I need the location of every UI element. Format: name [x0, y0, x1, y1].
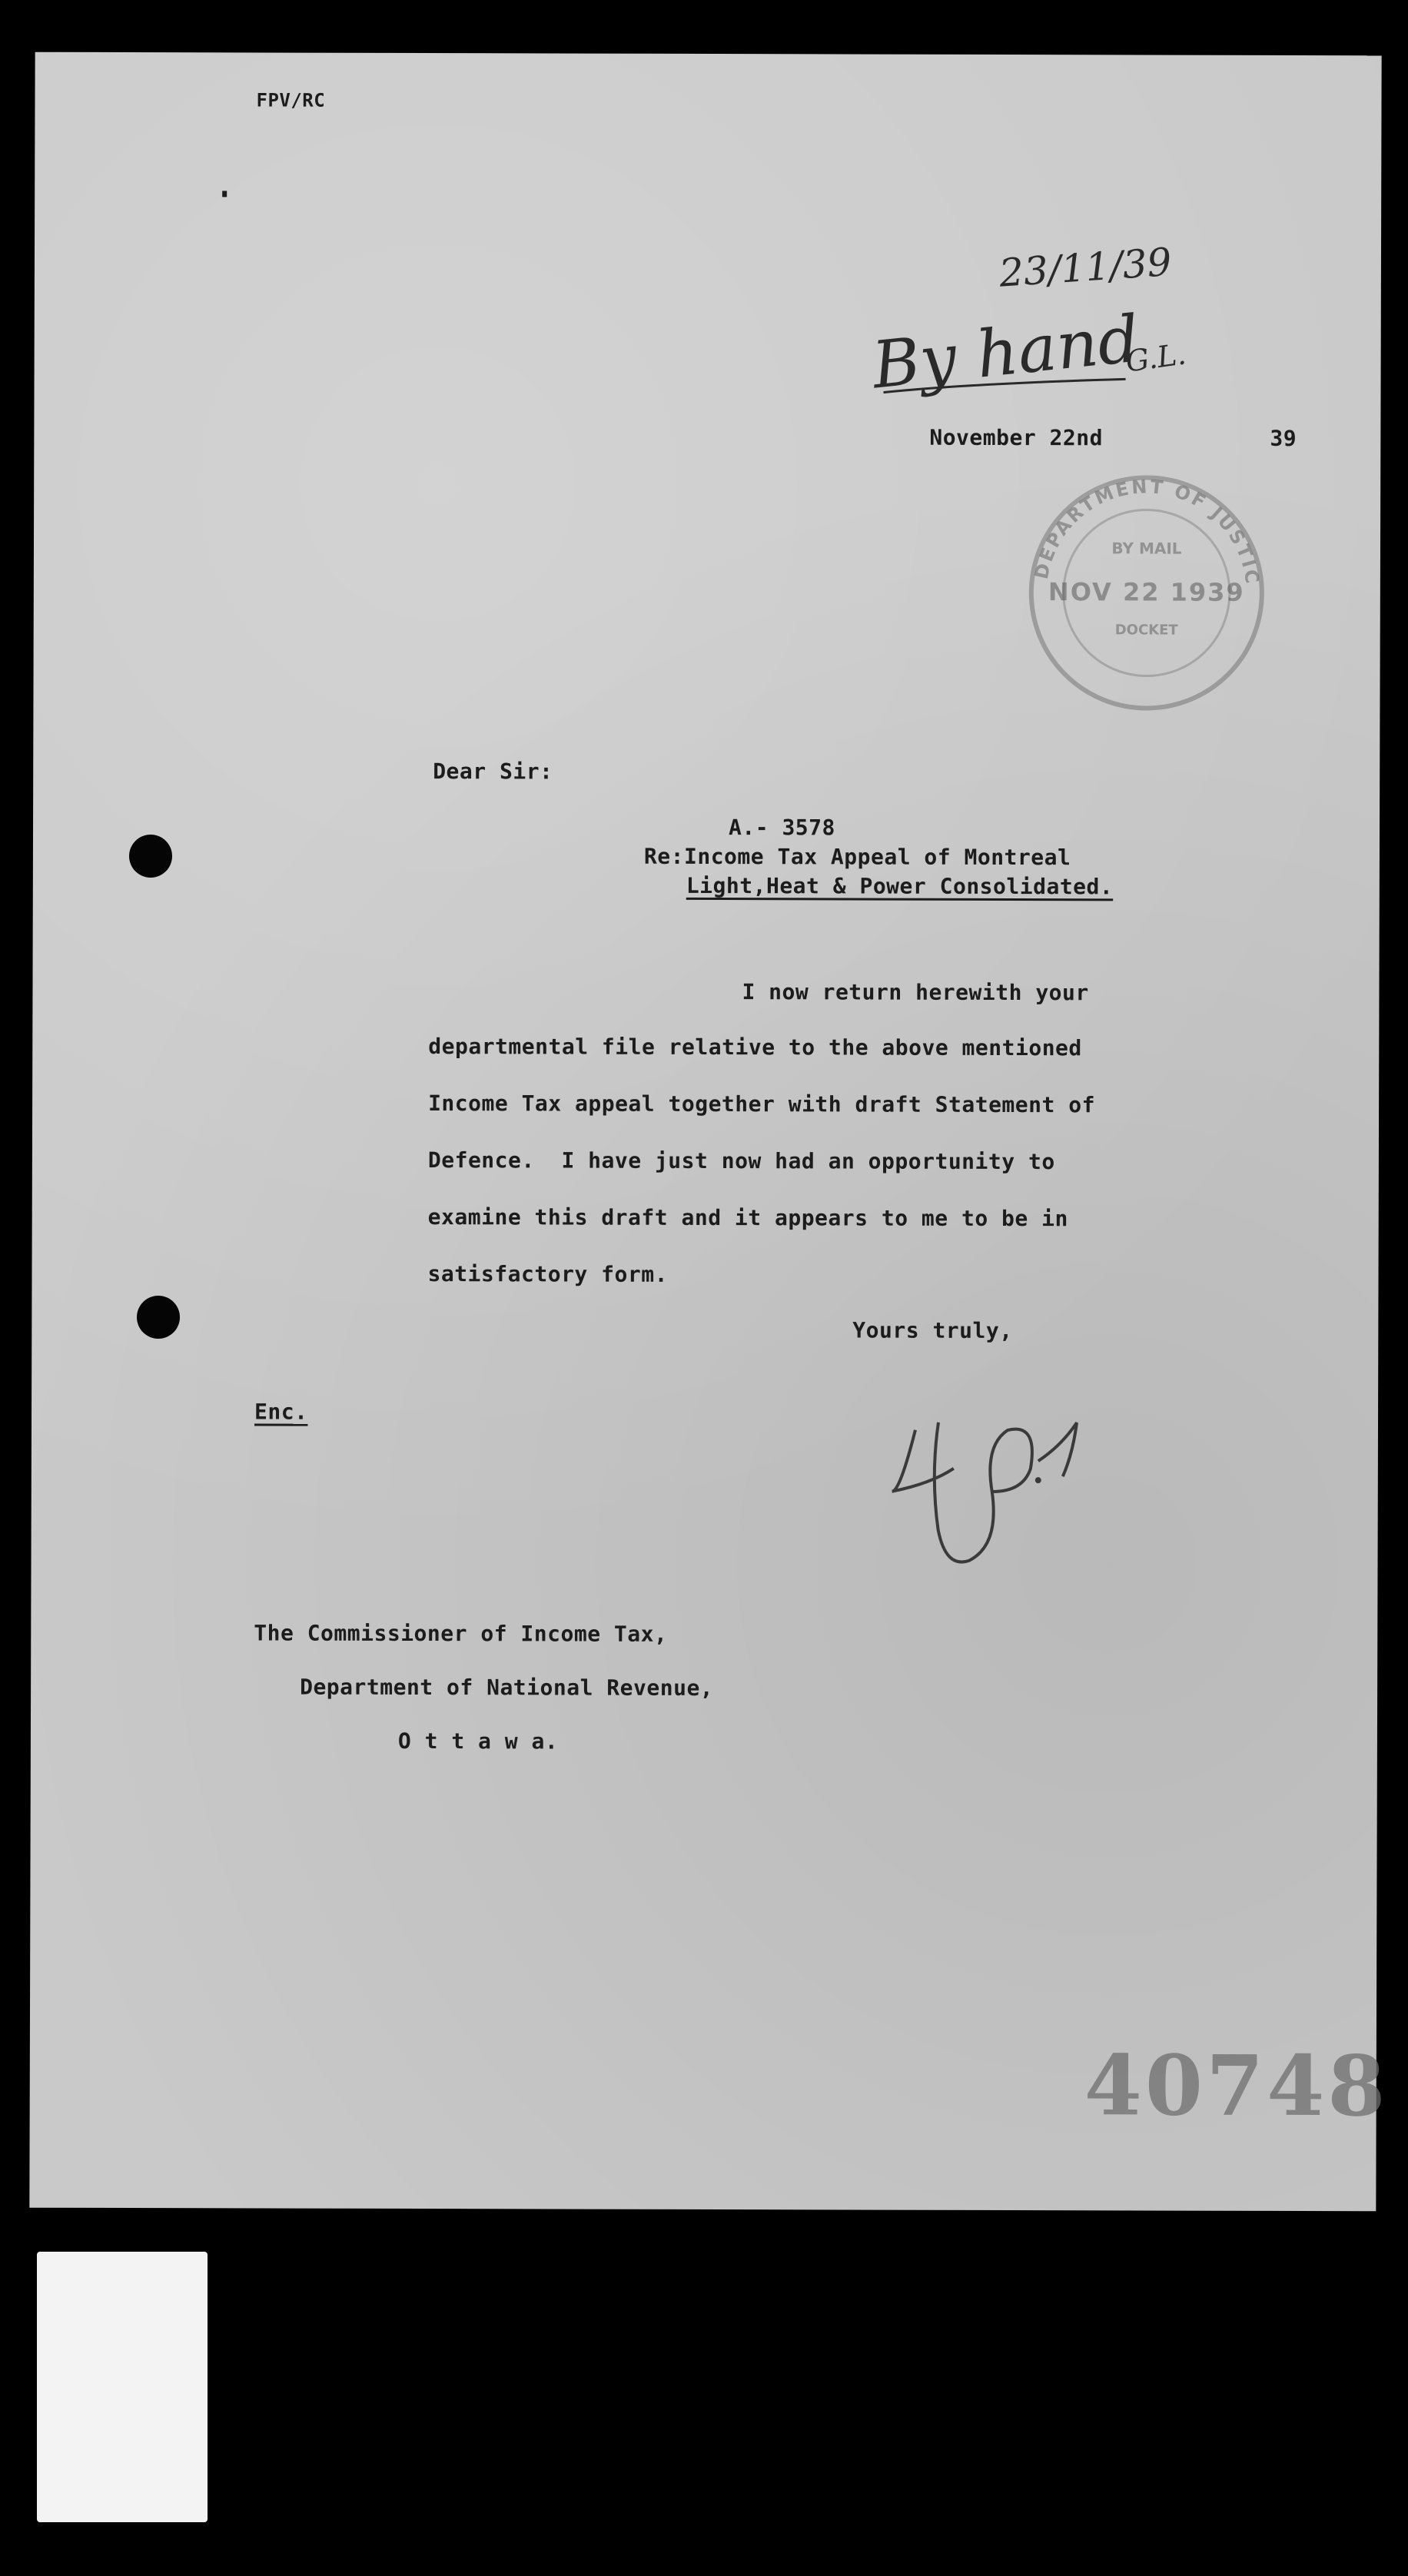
reference-initials: FPV/RC [256, 89, 326, 111]
svg-text:DEPARTMENT OF JUSTICE [1023, 470, 1264, 587]
closing: Yours truly, [852, 1317, 1013, 1344]
stamp-bottom-text: DOCKET [1114, 622, 1178, 639]
body-line-6: satisfactory form. [427, 1261, 668, 1287]
file-number-stamp: 40748 [1084, 2037, 1389, 2136]
body-line-2: departmental file relative to the above mentioned [428, 1034, 1082, 1061]
enclosure-note: Enc. [254, 1399, 308, 1425]
subject-line-1: Re:Income Tax Appeal of Montreal [643, 843, 1071, 871]
punch-hole-top [129, 835, 172, 878]
handwritten-signature [884, 1376, 1107, 1577]
date-line: November 22nd [929, 424, 1104, 451]
handwritten-date: 23/11/39 [998, 239, 1174, 296]
stamp-ring-text: DEPARTMENT OF JUSTICE [1030, 476, 1264, 587]
recipient-line-3: O t t a w a. [397, 1728, 559, 1754]
recipient-line-1: The Commissioner of Income Tax, [254, 1620, 668, 1647]
reference-number: A.- 3578 [728, 815, 835, 841]
salutation: Dear Sir: [433, 759, 553, 785]
stamp-date: NOV 22 1939 [1048, 577, 1245, 607]
letter-page [29, 52, 1389, 2212]
handwritten-underline [879, 370, 1133, 401]
ink-dot [222, 191, 227, 197]
handwritten-initials: G.L. [1124, 337, 1188, 379]
body-line-3: Income Tax appeal together with draft Statement of [428, 1090, 1096, 1118]
punch-hole-bottom [137, 1296, 180, 1339]
recipient-line-2: Department of National Revenue, [300, 1674, 714, 1701]
body-line-1: I now return herewith your [742, 979, 1089, 1006]
received-stamp [1023, 470, 1270, 716]
subject-line-2: Light,Heat & Power Consolidated. [686, 872, 1114, 900]
body-line-4: Defence. I have just now had an opportunity to [427, 1147, 1055, 1175]
body-line-5: examine this draft and it appears to me to be in [427, 1204, 1068, 1232]
blank-label-card [37, 2252, 208, 2522]
date-year: 39 [1270, 425, 1297, 452]
handwritten-delivery-note: By hand [868, 300, 1143, 403]
stamp-top-text: BY MAIL [1111, 539, 1182, 558]
